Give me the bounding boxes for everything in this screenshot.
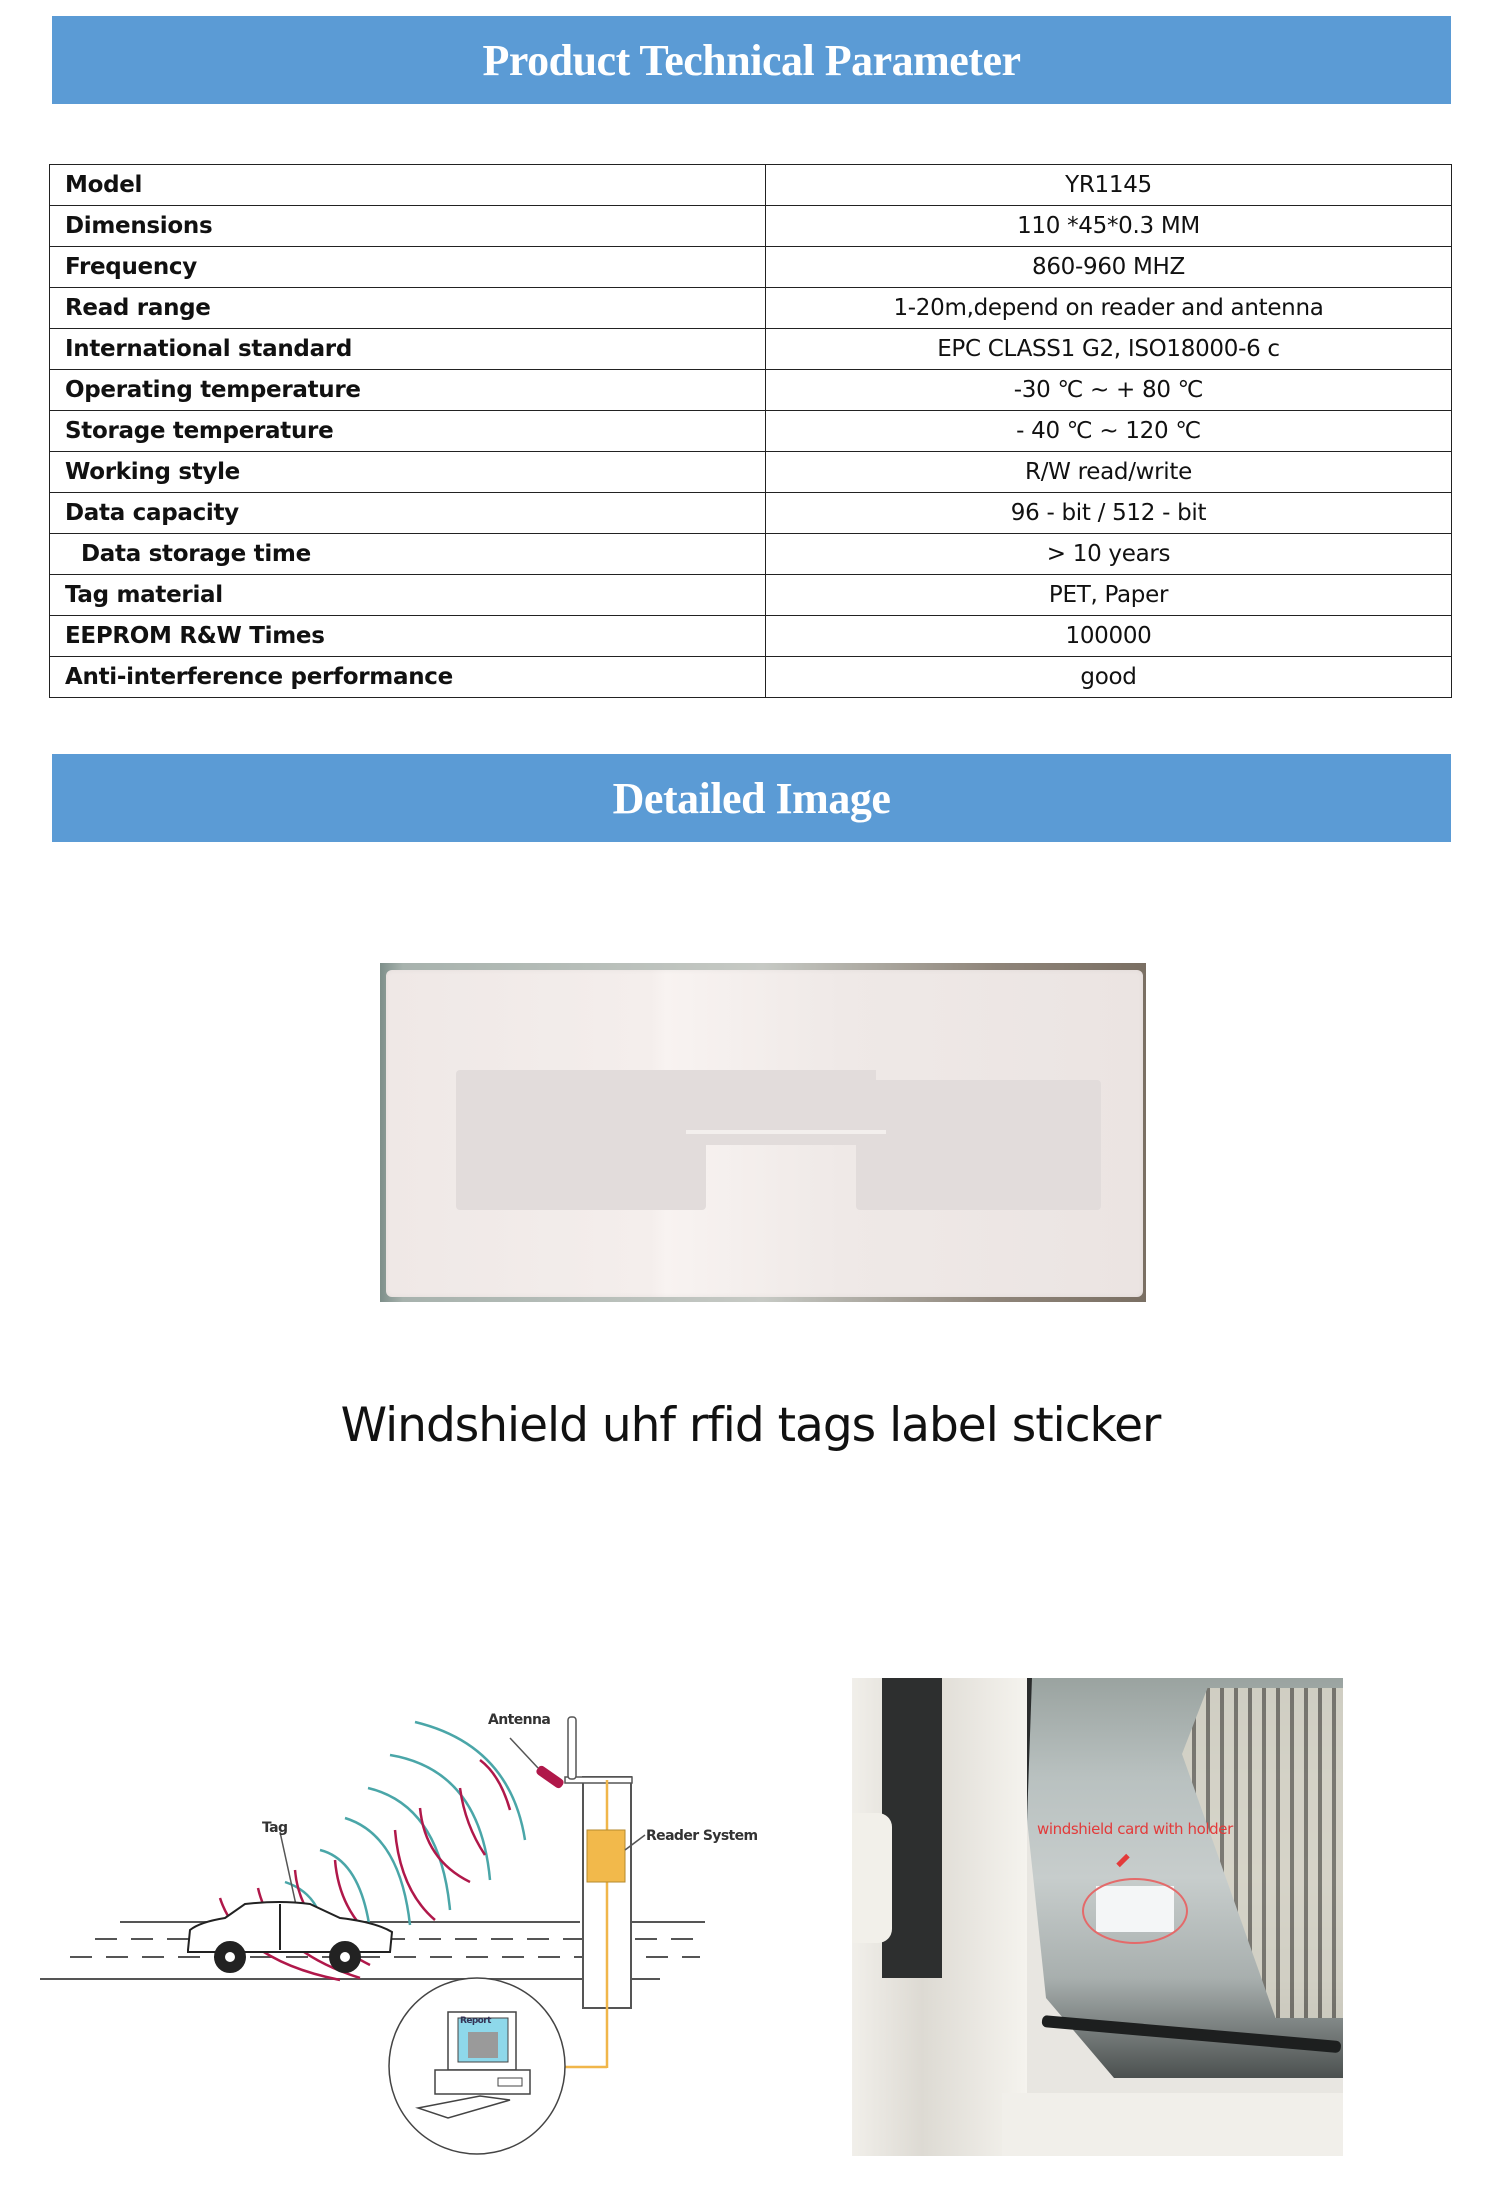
rfid-system-diagram	[40, 1660, 760, 2180]
spec-value: YR1145	[766, 165, 1452, 206]
rfid-tag-photo	[380, 963, 1146, 1302]
table-row	[50, 452, 1452, 493]
spec-value: -30 ℃ ~ + 80 ℃	[766, 370, 1452, 411]
product-technical-parameter-banner	[52, 16, 1451, 104]
table-row	[50, 329, 1452, 370]
spec-label: Tag material	[50, 575, 766, 616]
spec-value: 860-960 MHZ	[766, 247, 1452, 288]
spec-label: Data storage time	[50, 534, 766, 575]
spec-label: Anti-interference performance	[50, 657, 766, 698]
spec-value: > 10 years	[766, 534, 1452, 575]
spec-label: Model	[50, 165, 766, 206]
spec-label: Dimensions	[50, 206, 766, 247]
table-row	[50, 288, 1452, 329]
spec-value: 96 - bit / 512 - bit	[766, 493, 1452, 534]
table-row	[50, 534, 1452, 575]
tag-label: Tag	[262, 1820, 288, 1836]
photo-annotation: windshield card with holder	[1037, 1820, 1233, 1838]
table-row	[50, 575, 1452, 616]
antenna-inlay-right	[856, 1080, 1101, 1210]
spec-label: Frequency	[50, 247, 766, 288]
spec-value: EPC CLASS1 G2, ISO18000-6 c	[766, 329, 1452, 370]
antenna-inlay-left	[456, 1070, 706, 1210]
highlight-circle	[1082, 1878, 1188, 1944]
table-row	[50, 165, 1452, 206]
spec-label: Operating temperature	[50, 370, 766, 411]
spec-value: R/W read/write	[766, 452, 1452, 493]
banner-title: Detailed Image	[612, 773, 891, 823]
table-row	[50, 657, 1452, 698]
computer-icon	[389, 1978, 565, 2154]
detailed-image-banner	[52, 754, 1451, 842]
report-screen-label: Report	[460, 2016, 491, 2026]
spec-value: 1-20m,depend on reader and antenna	[766, 288, 1452, 329]
spec-table	[49, 164, 1452, 698]
signal-wave-icon	[285, 1722, 525, 1930]
reader-system-label: Reader System	[646, 1828, 758, 1844]
spec-value: - 40 ℃ ~ 120 ℃	[766, 411, 1452, 452]
spec-label: Working style	[50, 452, 766, 493]
chip-strap	[686, 1130, 886, 1134]
table-row	[50, 370, 1452, 411]
car-hood	[1002, 2093, 1343, 2156]
product-caption: Windshield uhf rfid tags label sticker	[340, 1398, 1161, 1453]
spec-value: PET, Paper	[766, 575, 1452, 616]
spec-value: good	[766, 657, 1452, 698]
antenna-label: Antenna	[488, 1712, 551, 1728]
tag-label-card	[386, 970, 1143, 1297]
spec-label: EEPROM R&W Times	[50, 616, 766, 657]
banner-title: Product Technical Parameter	[482, 35, 1021, 85]
antenna-icon	[510, 1738, 565, 1790]
table-row	[50, 247, 1452, 288]
diagram-illustration	[40, 1660, 760, 2180]
spec-value: 100000	[766, 616, 1452, 657]
spec-label: International standard	[50, 329, 766, 370]
reader-pole-icon	[565, 1717, 645, 2068]
table-row	[50, 616, 1452, 657]
windshield-car-photo	[852, 1678, 1343, 2156]
table-row	[50, 411, 1452, 452]
spec-label: Storage temperature	[50, 411, 766, 452]
table-row	[50, 493, 1452, 534]
spec-label: Read range	[50, 288, 766, 329]
spec-label: Data capacity	[50, 493, 766, 534]
side-mirror	[852, 1813, 892, 1943]
table-row	[50, 206, 1452, 247]
spec-value: 110 *45*0.3 MM	[766, 206, 1452, 247]
